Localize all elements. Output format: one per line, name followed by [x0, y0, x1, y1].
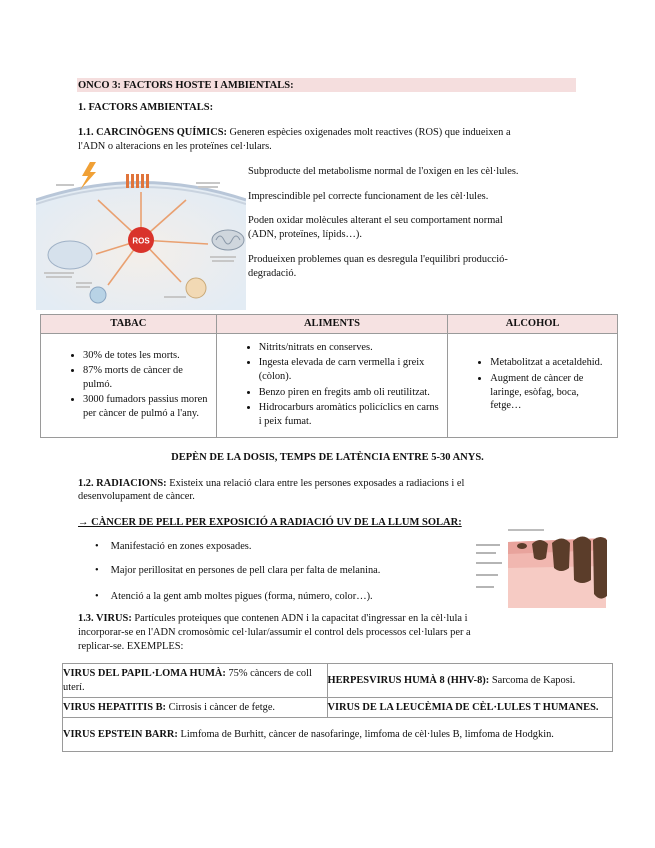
list-item: • Hidrocarburs aromàtics policíclics en carns i peix fumat.: [259, 401, 440, 428]
uv-bullet-1: • Manifestació en zones exposades.: [95, 541, 252, 552]
chem-point-1: Subproducte del metabolisme normal de l'oxigen en les cèl·lules.: [248, 166, 519, 177]
table-header-row: [41, 315, 618, 334]
chem-point-4: Produeixen problemes quan es desregula l'equilibri producció-: [248, 254, 508, 265]
section-heading: 1. FACTORS AMBIENTALS:: [78, 102, 214, 113]
list-item: • Metabolitzat a acetaldehid.: [490, 356, 611, 370]
mitochondria-icon: [212, 230, 244, 250]
col-header-tabac: TABAC: [41, 315, 217, 334]
virus-cell-hbv: [63, 698, 328, 718]
ros-label: ROS: [132, 236, 150, 246]
virus-label: 1.3. VIRUS:: [78, 613, 132, 624]
table-row: [41, 334, 618, 438]
carcinogen-table: [40, 314, 618, 438]
uv-bullet-2: • Major perillositat en persones de pell clara per falta de melanina.: [95, 565, 381, 576]
chem-point-3: Poden oxidar molècules alterant el seu comportament normal: [248, 215, 503, 226]
cell-tabac: [41, 334, 217, 438]
virus-table: [62, 663, 613, 752]
virus-cell-hpv: [63, 664, 328, 698]
virus-text-3: replicar-se. EXEMPLES:: [78, 641, 184, 652]
virus-name: HERPESVIRUS HUMÀ 8 (HHV-8):: [327, 674, 490, 686]
uv-bullet-text: Atenció a la gent amb moltes pigues (forma, número, color…).: [110, 591, 373, 602]
list-item: • Nitrits/nitrats en conserves.: [259, 341, 440, 355]
virus-cell-htlv: [327, 698, 613, 718]
page-title: ONCO 3: FACTORS HOSTE I AMBIENTALS:: [78, 80, 294, 91]
uv-bullet-text: Major perillositat en persones de pell clara per falta de melanina.: [110, 565, 381, 576]
virus-cell-hhv8: [327, 664, 613, 698]
virus-desc: Limfoma de Burhitt, càncer de nasofaringe, limfoma de cèl·lules B, limfoma de Hodgkin.: [177, 728, 554, 740]
virus-name: VIRUS DE LA LEUCÈMIA DE CÈL·LULES T HUMANES.: [327, 701, 599, 713]
chem-label: 1.1. CARCINÒGENS QUÍMICS:: [78, 127, 227, 138]
chem-point-4b: degradació.: [248, 268, 297, 279]
col-header-alcohol: ALCOHOL: [448, 315, 618, 334]
virus-text-1: Partícules proteiques que contenen ADN i la capacitat d'ingressar en la cèl·lula i: [131, 613, 468, 624]
virus-desc: Cirrosis i càncer de fetge.: [165, 701, 276, 713]
list-item: • 3000 fumadors passius moren per càncer de pulmó a l'any.: [83, 393, 210, 420]
list-item: • Ingesta elevada de carn vermella i greix (còlon).: [259, 356, 440, 383]
cell-aliments: [216, 334, 448, 438]
dose-heading: DEPÈN DE LA DOSIS, TEMPS DE LATÈNCIA ENTRE 5-30 ANYS.: [171, 452, 484, 463]
virus-name: VIRUS HEPATITIS B:: [63, 701, 166, 713]
list-item: • 30% de totes les morts.: [83, 349, 210, 363]
virus-name: VIRUS EPSTEIN BARR:: [63, 728, 178, 740]
virus-text-2: incorporar-se en l'ADN cromosòmic cel·lular/assumir el control dels processos cel·lulars per a: [78, 627, 471, 638]
nucleus-icon: [48, 241, 92, 269]
cell-alcohol: [448, 334, 618, 438]
list-item: • Benzo piren en fregits amb oli reutilitzat.: [259, 386, 440, 400]
uv-heading: → CÀNCER DE PELL PER EXPOSICIÓ A RADIACIÓ UV DE LA LLUM SOLAR:: [78, 517, 462, 528]
radiation-text-2: desenvolupament de càncer.: [78, 491, 195, 502]
chem-text-1: Generen espècies oxigenades molt reactives (ROS) que indueixen a: [226, 127, 511, 138]
radiation-text-1: Existeix una relació clara entre les persones exposades a radiacions i el: [166, 478, 465, 489]
table-row: [63, 718, 613, 752]
chem-point-2: Imprescindible pel correcte funcionament de les cèl·lules.: [248, 191, 489, 202]
virus-name: VIRUS DEL PAPIL·LOMA HUMÀ:: [63, 667, 226, 679]
table-row: [63, 664, 613, 698]
list-item: • Augment de càncer de laringe, esòfag, boca, fetge…: [490, 372, 611, 413]
col-header-aliments: ALIMENTS: [216, 315, 448, 334]
radiation-intro: [78, 477, 578, 491]
skin-melanoma-illustration: [474, 528, 609, 610]
virus-desc: Sarcoma de Kaposi.: [489, 674, 576, 686]
chem-intro: [78, 126, 578, 140]
list-item: • 87% morts de càncer de pulmó.: [83, 364, 210, 391]
ros-diagram: [36, 160, 246, 310]
virus-intro: [78, 612, 578, 626]
protein-icon: [90, 287, 106, 303]
chem-point-3b: (ADN, proteïnes, lípids…).: [248, 229, 362, 240]
chem-text-2: l'ADN o alteracions en les proteïnes cel·lulars.: [78, 141, 272, 152]
virus-desc: 75% càncers de coll uterí.: [63, 667, 312, 693]
radiation-label: 1.2. RADIACIONS:: [78, 478, 167, 489]
table-row: [63, 698, 613, 718]
uv-bullet-3: • Atenció a la gent amb moltes pigues (forma, número, color…).: [95, 591, 373, 602]
lipid-icon: [186, 278, 206, 298]
uv-bullet-text: Manifestació en zones exposades.: [110, 541, 252, 552]
virus-cell-ebv: [63, 718, 613, 752]
